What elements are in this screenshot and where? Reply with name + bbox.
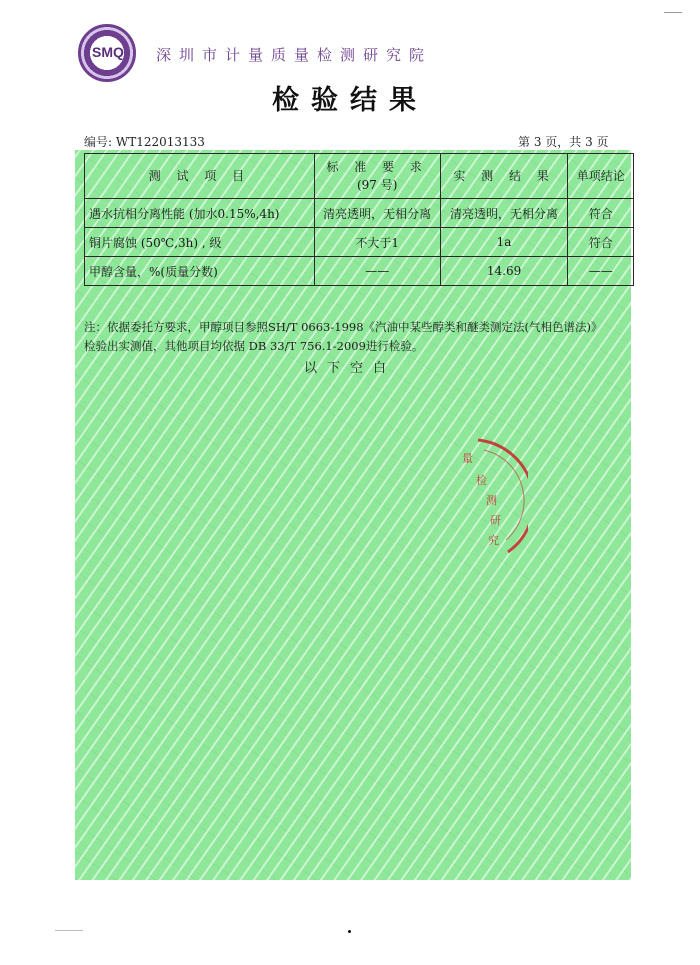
report-number: 编号: WT122013133 xyxy=(84,135,205,149)
header-standard-line2: (97 号) xyxy=(356,178,398,192)
header-conclusion: 单项结论 xyxy=(568,154,634,199)
document-header xyxy=(78,24,638,84)
cell-measured: 清亮透明，无相分离 xyxy=(440,199,568,228)
cell-item: 遇水抗相分离性能 (加水0.15%,4h) xyxy=(85,199,315,228)
logo-text: SMQ xyxy=(92,44,124,60)
official-seal-stamp xyxy=(448,432,528,562)
cell-measured: 1a xyxy=(440,228,568,257)
table-row xyxy=(85,257,634,286)
table-row xyxy=(85,199,634,228)
cell-standard: —— xyxy=(314,257,440,286)
header-measured: 实 测 结 果 xyxy=(440,154,568,199)
results-table xyxy=(84,153,634,286)
seal-char: 研 xyxy=(490,514,501,527)
bottom-center-dot xyxy=(348,930,351,933)
institute-name: 深圳市计量质量检测研究院 xyxy=(156,46,433,64)
note-line-2: 检验出实测值，其他项目均依据 DB 33/T 756.1-2009进行检验。 xyxy=(84,339,424,353)
bottom-left-mark xyxy=(55,930,83,931)
page-indicator: 第 3 页，共 3 页 xyxy=(518,135,609,149)
cell-item: 铜片腐蚀 (50℃,3h) , 级 xyxy=(85,228,315,257)
header-standard xyxy=(314,154,440,199)
cell-standard: 清亮透明，无相分离 xyxy=(314,199,440,228)
page-corner-mark xyxy=(664,12,682,13)
header-item: 测 试 项 目 xyxy=(85,154,315,199)
smq-logo xyxy=(78,24,136,82)
seal-char: 测 xyxy=(486,494,497,507)
header-standard-line1: 标 准 要 求 xyxy=(326,160,428,174)
cell-conclusion: 符合 xyxy=(568,228,634,257)
cell-item: 甲醇含量，%(质量分数) xyxy=(85,257,315,286)
note-paragraph xyxy=(84,318,644,356)
note-line-1: 注：依据委托方要求，甲醇项目参照SH/T 0663-1998《汽油中某些醇类和醚类测定法(气相色谱法)》 xyxy=(84,320,603,334)
table-row xyxy=(85,228,634,257)
seal-char: 究 xyxy=(488,534,499,547)
cell-standard: 不大于1 xyxy=(314,228,440,257)
blank-below-text: 以下空白 xyxy=(303,361,396,376)
cell-conclusion: 符合 xyxy=(568,199,634,228)
page-title: 检验结果 xyxy=(272,85,428,116)
table-header-row xyxy=(85,154,634,199)
seal-char: 检 xyxy=(476,474,487,487)
seal-char: 量 xyxy=(462,452,473,465)
cell-measured: 14.69 xyxy=(440,257,568,286)
cell-conclusion: —— xyxy=(568,257,634,286)
